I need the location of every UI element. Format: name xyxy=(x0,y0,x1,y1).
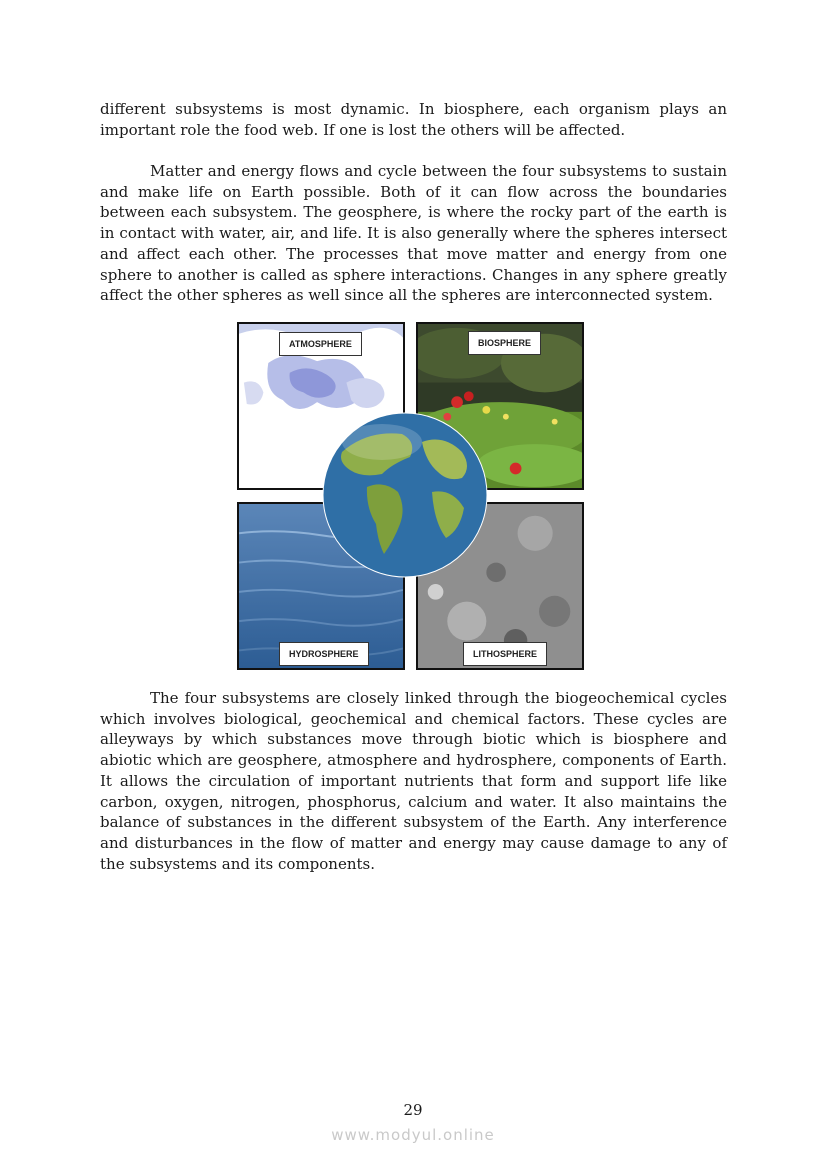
paragraph-matter-energy: Matter and energy flows and cycle between the four subsystems to sustain and make life on Earth possible. Both of it can flow across the boundaries between each subsystem. The geosphere, is where the rocky part of the earth is in contact with water, air, and life. It is also generally where the spheres intersect and affect each other. The processes that move matter and energy from one sphere to another is called as sphere interactions. Changes in any sphere greatly affect the other spheres as well since all the spheres are interconnected system. xyxy=(100,162,727,305)
atmosphere-label: ATMOSPHERE xyxy=(279,332,362,356)
lithosphere-label: LITHOSPHERE xyxy=(463,642,547,666)
paragraph-continued: different subsystems is most dynamic. In biosphere, each organism plays an important role the food web. If one is lost the others will be affected. xyxy=(100,100,727,139)
paragraph-biogeochemical-cycles: The four subsystems are closely linked through the biogeochemical cycles which involves biological, geochemical and chemical factors. These cycles are alleyways by which substances move through biotic which is biosphere and abiotic which are geosphere, atmosphere and hydrosphere, components of Earth. It allows the circulation of important nutrients that form and support life like carbon, oxygen, nitrogen, phosphorus, calcium and water. It also maintains the balance of substances in the different subsystem of the Earth. Any interference and disturbances in the flow of matter and energy may cause damage to any of the subsystems and its components. xyxy=(100,689,727,873)
biosphere-label: BIOSPHERE xyxy=(468,331,541,355)
watermark: www.modyul.online xyxy=(331,1126,495,1144)
page-number: 29 xyxy=(403,1101,423,1119)
hydrosphere-label: HYDROSPHERE xyxy=(279,642,369,666)
earth-subsystems-figure xyxy=(236,322,586,670)
earth-globe-image xyxy=(322,412,488,578)
